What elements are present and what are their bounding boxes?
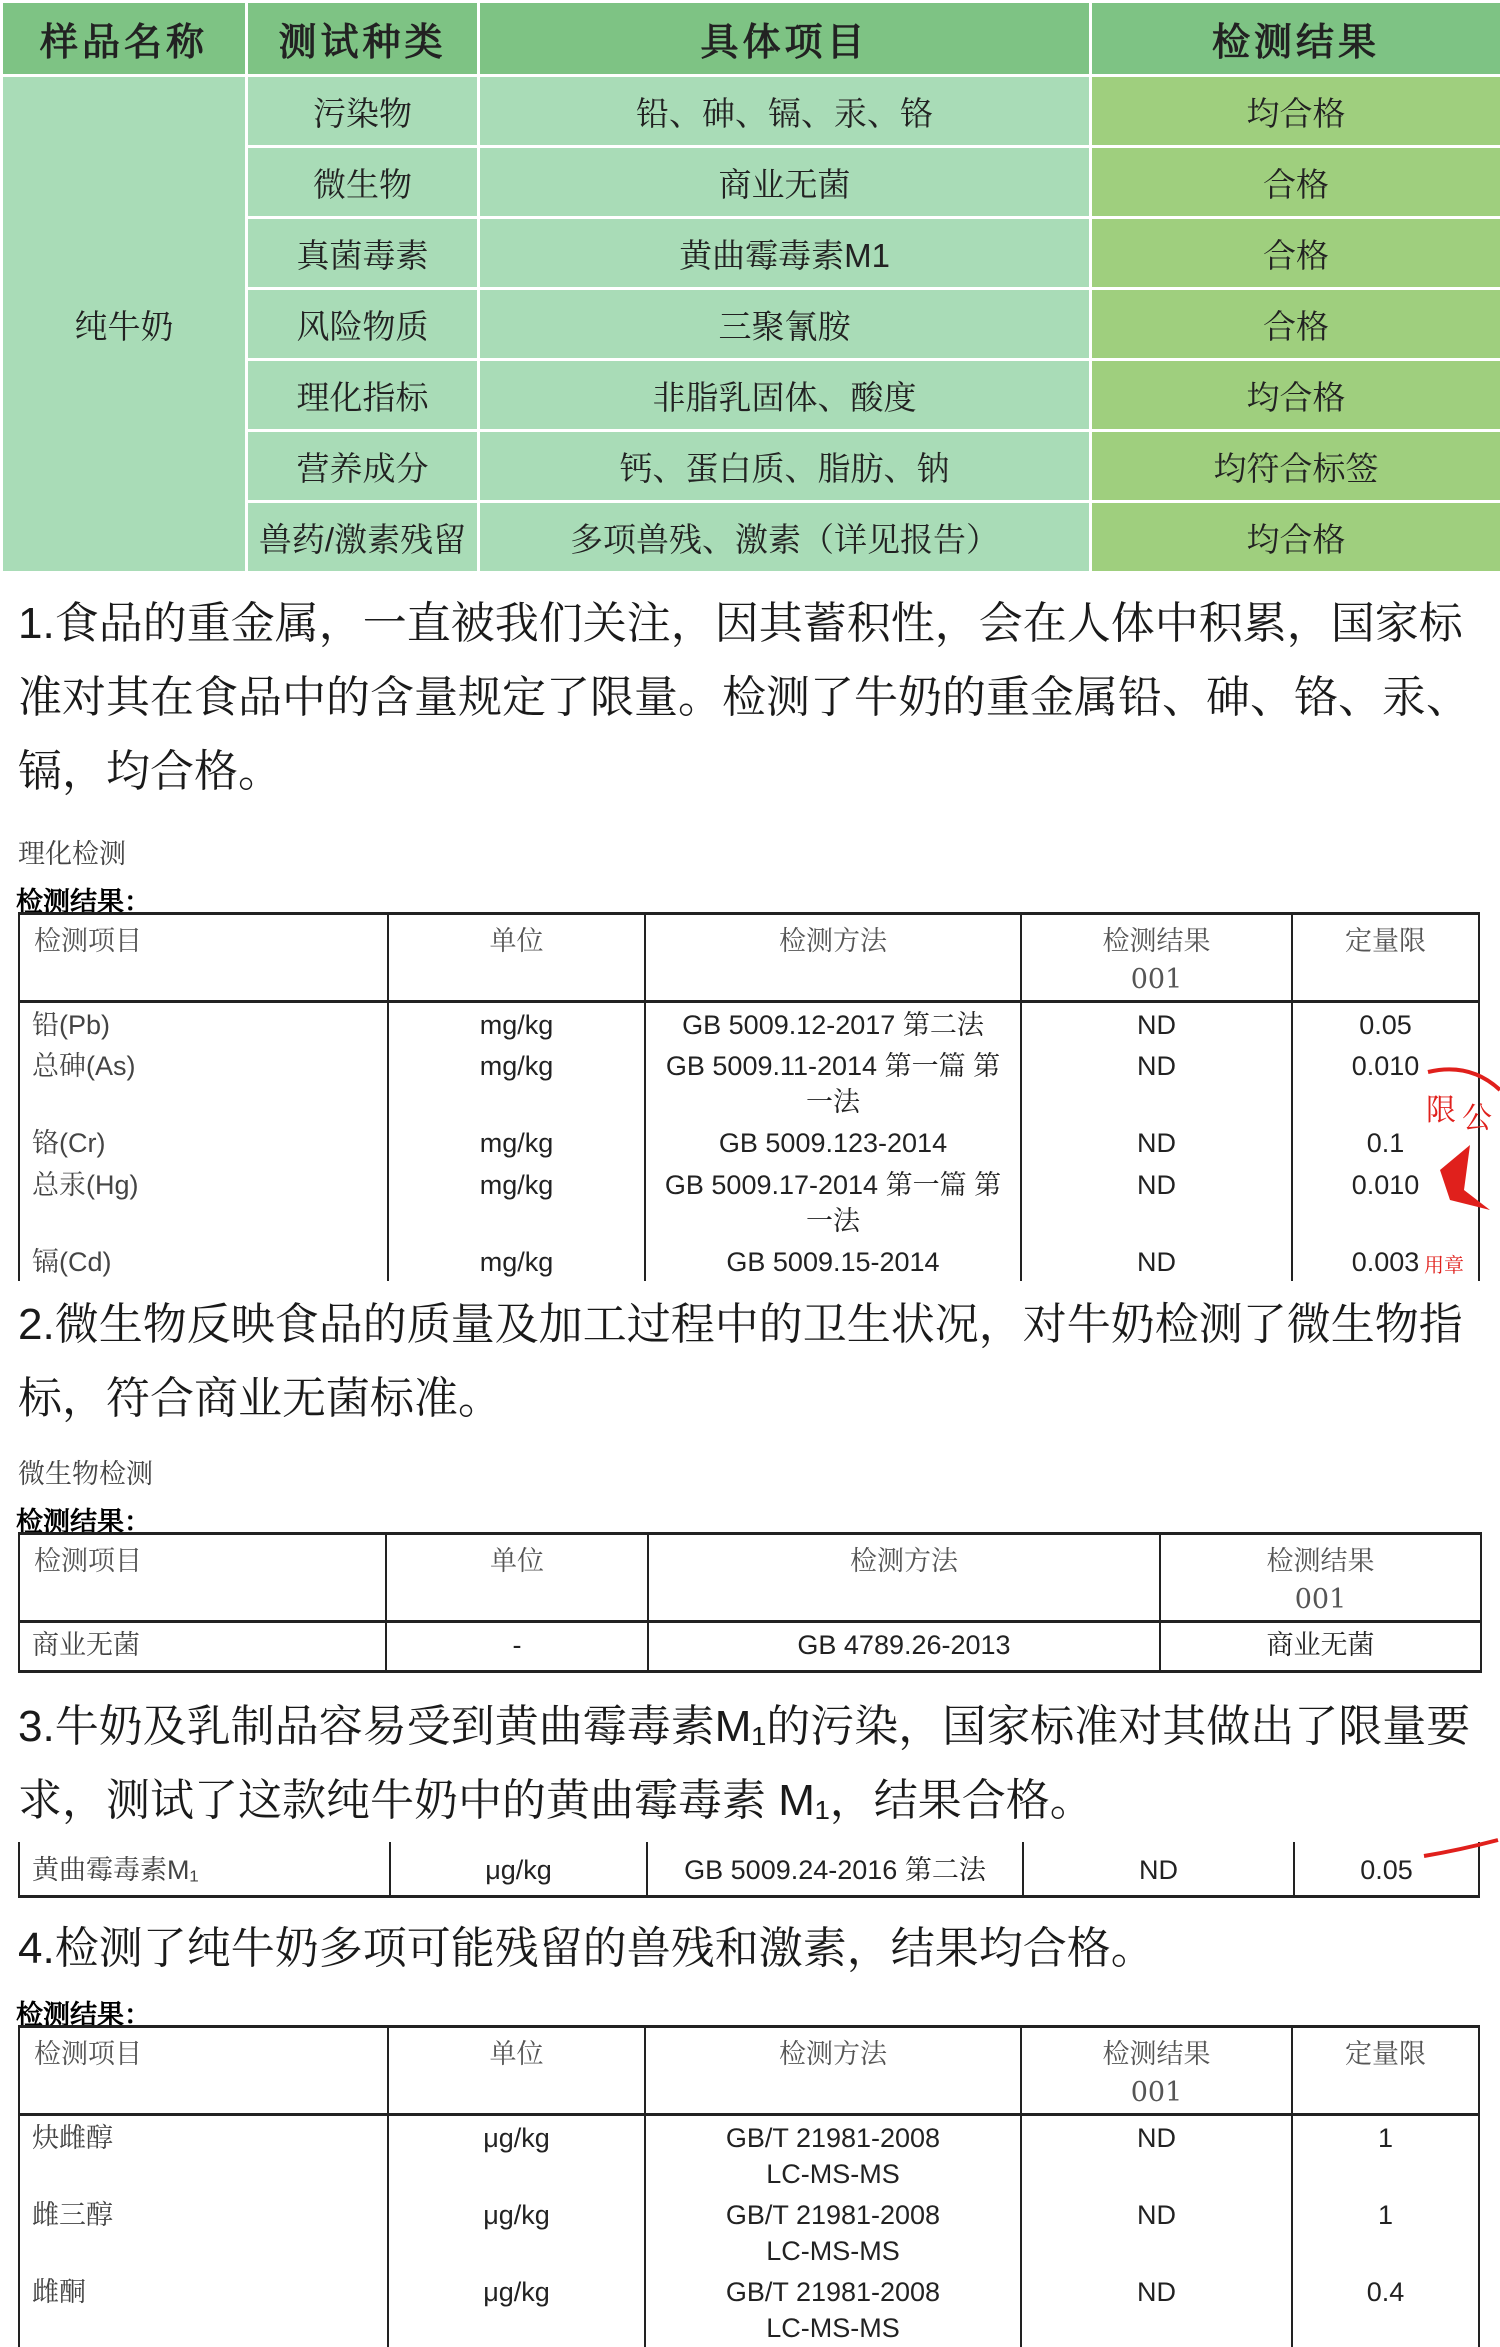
col-header: 检测方法 (648, 1534, 1160, 1622)
header-test-items: 具体项目 (479, 2, 1091, 76)
cell-unit: μg/kg (388, 2115, 645, 2194)
summary-header-row (2, 2, 1500, 76)
cell-limit: 0.1 (1292, 1121, 1479, 1163)
cell-item: 总汞(Hg) (19, 1163, 388, 1240)
cell-unit: μg/kg (388, 2193, 645, 2270)
cell-method: GB 5009.24-2016 第二法 (647, 1842, 1023, 1896)
table-header-row (19, 1534, 1481, 1622)
cell-unit: - (386, 1622, 648, 1672)
col-header: 检测项目 (19, 914, 388, 1002)
result-cell: 合格 (1091, 289, 1500, 360)
cell-result: ND (1021, 1044, 1292, 1121)
section-title-physchem: 理化检测 (18, 832, 126, 871)
cell-limit: 0.4 (1292, 2270, 1479, 2347)
cell-limit: 1 (1292, 2193, 1479, 2270)
cell-item: 雌酮 (19, 2270, 388, 2347)
col-header: 单位 (388, 914, 645, 1002)
aflatoxin-table (18, 1842, 1480, 1898)
table-row (19, 1622, 1481, 1672)
items-cell: 商业无菌 (479, 147, 1091, 218)
cell-result: 商业无菌 (1160, 1622, 1481, 1672)
cell-result: ND (1021, 2270, 1292, 2347)
cell-unit: μg/kg (388, 2270, 645, 2347)
cell-method: GB 5009.11-2014 第一篇 第一法 (645, 1044, 1021, 1121)
cell-unit: mg/kg (388, 1240, 645, 1281)
col-header: 检测方法 (645, 2027, 1021, 2115)
cell-item: 镉(Cd) (19, 1240, 388, 1281)
red-stamp-fragment (1420, 1050, 1500, 1280)
col-header: 检测项目 (19, 1534, 386, 1622)
result-label: 检测结果： (16, 1500, 151, 1539)
paragraph-heavy-metals: 1.食品的重金属，一直被我们关注，因其蓄积性，会在人体中积累，国家标准对其在食品中的含量规定了限量。检测了牛奶的重金属铅、砷、铬、汞、镉，均合格。 (18, 587, 1488, 809)
microbe-table (18, 1532, 1482, 1673)
table-row (19, 1044, 1479, 1121)
cell-limit: 0.010 (1292, 1163, 1479, 1240)
col-header: 定量限 (1292, 914, 1479, 1002)
summary-table (0, 0, 1500, 574)
cell-limit: 0.05 (1294, 1842, 1479, 1896)
cell-unit: mg/kg (388, 1044, 645, 1121)
table-row (19, 1240, 1479, 1281)
physchem-table (18, 912, 1480, 1281)
cell-method: GB/T 21981-2008 LC-MS-MS (645, 2270, 1021, 2347)
cell-item: 炔雌醇 (19, 2115, 388, 2194)
header-test-result: 检测结果 (1091, 2, 1500, 76)
col-header: 单位 (388, 2027, 645, 2115)
header-test-category: 测试种类 (247, 2, 479, 76)
summary-row (2, 76, 1500, 147)
svg-text:限: 限 (1426, 1093, 1456, 1128)
cell-method: GB 4789.26-2013 (648, 1622, 1160, 1672)
table-row (19, 2270, 1479, 2347)
cell-unit: mg/kg (388, 1121, 645, 1163)
items-cell: 非脂乳固体、酸度 (479, 360, 1091, 431)
category-cell: 兽药/激素残留 (247, 502, 479, 573)
result-cell: 均合格 (1091, 502, 1500, 573)
vet-drug-table (18, 2025, 1480, 2347)
result-cell: 合格 (1091, 147, 1500, 218)
items-cell: 三聚氰胺 (479, 289, 1091, 360)
cell-unit: mg/kg (388, 1002, 645, 1045)
category-cell: 污染物 (247, 76, 479, 147)
cell-result: ND (1021, 1121, 1292, 1163)
cell-method: GB/T 21981-2008 LC-MS-MS (645, 2193, 1021, 2270)
header-sample-name: 样品名称 (2, 2, 247, 76)
cell-result: ND (1021, 2115, 1292, 2194)
cell-limit: 0.05 (1292, 1002, 1479, 1045)
svg-text:用章: 用章 (1424, 1253, 1464, 1277)
svg-text:公: 公 (1462, 1101, 1492, 1136)
result-cell: 均合格 (1091, 76, 1500, 147)
red-stamp-mark (1420, 1836, 1500, 1862)
result-cell: 均符合标签 (1091, 431, 1500, 502)
paragraph-aflatoxin: 3.牛奶及乳制品容易受到黄曲霉毒素M₁的污染，国家标准对其做出了限量要求，测试了这款纯牛奶中的黄曲霉毒素 M₁，结果合格。 (18, 1690, 1488, 1838)
items-cell: 钙、蛋白质、脂肪、钠 (479, 431, 1091, 502)
section-title-microbe: 微生物检测 (18, 1452, 153, 1491)
cell-limit: 1 (1292, 2115, 1479, 2194)
table-header-row (19, 914, 1479, 1002)
table-row (19, 2115, 1479, 2194)
table-header-row (19, 2027, 1479, 2115)
col-header: 检测结果 001 (1160, 1534, 1481, 1622)
category-cell: 真菌毒素 (247, 218, 479, 289)
col-header: 检测方法 (645, 914, 1021, 1002)
cell-item: 铬(Cr) (19, 1121, 388, 1163)
category-cell: 营养成分 (247, 431, 479, 502)
paragraph-microbe: 2.微生物反映食品的质量及加工过程中的卫生状况，对牛奶检测了微生物指标，符合商业无菌标准。 (18, 1288, 1488, 1436)
items-cell: 铅、砷、镉、汞、铬 (479, 76, 1091, 147)
table-row (19, 1002, 1479, 1045)
result-cell: 均合格 (1091, 360, 1500, 431)
cell-item: 商业无菌 (19, 1622, 386, 1672)
table-row (19, 1842, 1479, 1896)
cell-method: GB 5009.17-2014 第一篇 第一法 (645, 1163, 1021, 1240)
category-cell: 微生物 (247, 147, 479, 218)
cell-item: 黄曲霉毒素M₁ (19, 1842, 390, 1896)
table-row (19, 1163, 1479, 1240)
cell-result: ND (1021, 1163, 1292, 1240)
table-row (19, 1121, 1479, 1163)
cell-method: GB/T 21981-2008 LC-MS-MS (645, 2115, 1021, 2194)
result-label: 检测结果： (16, 880, 151, 919)
cell-item: 总砷(As) (19, 1044, 388, 1121)
table-row (19, 2193, 1479, 2270)
cell-method: GB 5009.123-2014 (645, 1121, 1021, 1163)
col-header: 检测结果 001 (1021, 914, 1292, 1002)
cell-limit: 0.003 (1292, 1240, 1479, 1281)
cell-method: GB 5009.15-2014 (645, 1240, 1021, 1281)
result-cell: 合格 (1091, 218, 1500, 289)
cell-limit: 0.010 (1292, 1044, 1479, 1121)
category-cell: 理化指标 (247, 360, 479, 431)
cell-result: ND (1021, 1002, 1292, 1045)
col-header: 检测项目 (19, 2027, 388, 2115)
col-header: 定量限 (1292, 2027, 1479, 2115)
cell-result: ND (1023, 1842, 1294, 1896)
cell-result: ND (1021, 1240, 1292, 1281)
cell-result: ND (1021, 2193, 1292, 2270)
cell-method: GB 5009.12-2017 第二法 (645, 1002, 1021, 1045)
result-label: 检测结果： (16, 1993, 151, 2032)
category-cell: 风险物质 (247, 289, 479, 360)
col-header: 单位 (386, 1534, 648, 1622)
cell-item: 铅(Pb) (19, 1002, 388, 1045)
items-cell: 黄曲霉毒素M1 (479, 218, 1091, 289)
sample-name-cell: 纯牛奶 (2, 76, 247, 573)
paragraph-vet-drugs: 4.检测了纯牛奶多项可能残留的兽残和激素，结果均合格。 (18, 1912, 1488, 1986)
items-cell: 多项兽残、激素（详见报告） (479, 502, 1091, 573)
cell-unit: mg/kg (388, 1163, 645, 1240)
col-header: 检测结果 001 (1021, 2027, 1292, 2115)
cell-unit: μg/kg (390, 1842, 647, 1896)
cell-item: 雌三醇 (19, 2193, 388, 2270)
